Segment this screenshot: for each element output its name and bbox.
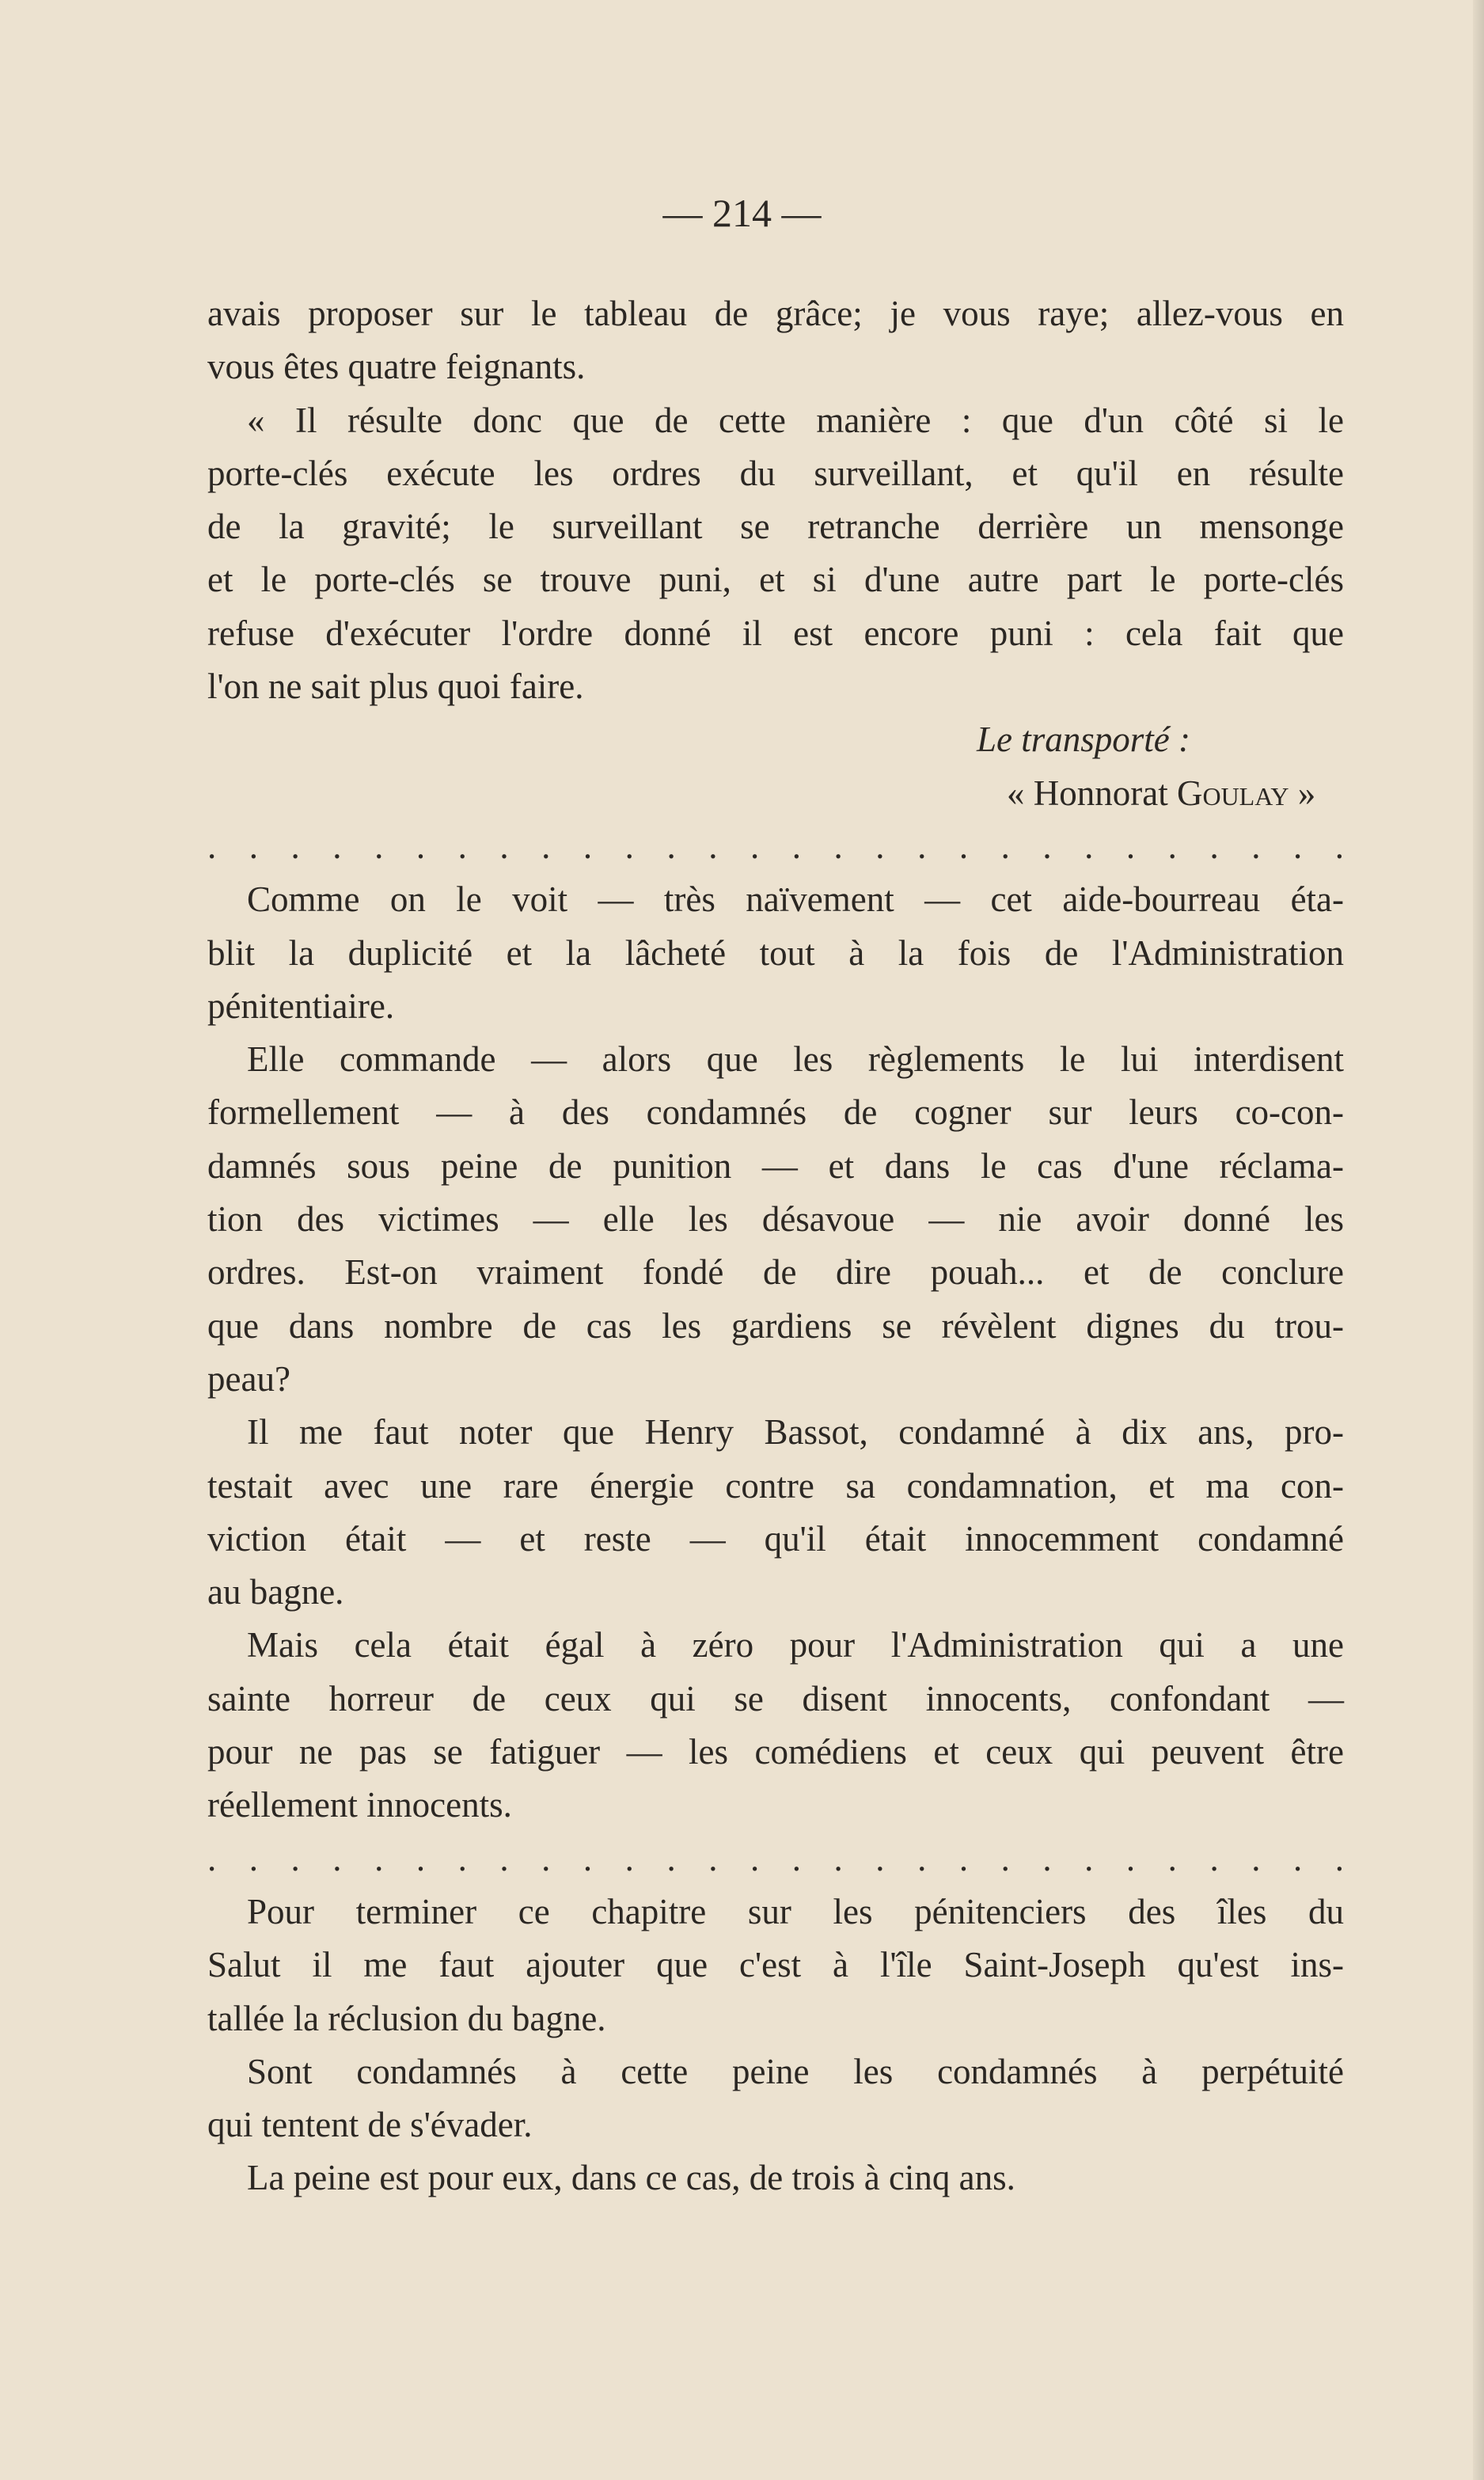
text-line: réellement innocents. xyxy=(207,1785,512,1825)
text-line: sainte horreur de ceux qui se disent innocents, confondant — xyxy=(207,1678,1344,1719)
text-line: peau? xyxy=(207,1358,290,1399)
body-text xyxy=(207,287,1344,2205)
signature-name xyxy=(207,767,1344,820)
page-number: — 214 — xyxy=(662,191,822,235)
text-line: Sont condamnés à cette peine les condamnés à perpétuité xyxy=(247,2051,1344,2091)
text-line: La peine est pour eux, dans ce cas, de trois à cinq ans. xyxy=(247,2158,1015,2198)
text-line: vous êtes quatre feignants. xyxy=(207,347,586,387)
text-line: Salut il me faut ajouter que c'est à l'île Saint-Joseph qu'est ins- xyxy=(207,1945,1344,1985)
text-line: que dans nombre de cas les gardiens se révèlent dignes du trou- xyxy=(207,1305,1344,1346)
text-line: damnés sous peine de punition — et dans le cas d'une réclama- xyxy=(207,1145,1344,1186)
separator-dots: . . . . . . . . . . . . . . . . . . . . . . . . . . . . xyxy=(207,1838,1344,1878)
text-line: « Il résulte donc que de cette manière : que d'un côté si le xyxy=(247,400,1344,440)
page-edge xyxy=(1473,0,1484,2480)
text-line: viction était — et reste — qu'il était innocemment condamné xyxy=(207,1518,1344,1559)
text-line: Pour terminer ce chapitre sur les pénitenciers des îles du xyxy=(247,1891,1344,1931)
text-line: qui tentent de s'évader. xyxy=(207,2105,533,2145)
text-line: et le porte-clés se trouve puni, et si d'une autre part le porte-clés xyxy=(207,560,1344,600)
signature-close: » xyxy=(1297,773,1316,813)
text-line: tion des victimes — elle les désavoue — nie avoir donné les xyxy=(207,1199,1344,1240)
signature-surname: Goulay xyxy=(1176,773,1289,813)
text-line: Mais cela était égal à zéro pour l'Administration qui a une xyxy=(247,1625,1344,1665)
signature-title: Le transporté : xyxy=(977,720,1190,760)
text-line: formellement — à des condamnés de cogner sur leurs co-con- xyxy=(207,1092,1344,1133)
text-line: au bagne. xyxy=(207,1572,344,1612)
text-line: pénitentiaire. xyxy=(207,986,395,1026)
text-line: de la gravité; le surveillant se retranche derrière un mensonge xyxy=(207,507,1344,547)
text-line: Il me faut noter que Henry Bassot, condamné à dix ans, pro- xyxy=(247,1412,1344,1453)
text-line: pour ne pas se fatiguer — les comédiens et ceux qui peuvent être xyxy=(207,1732,1344,1772)
text-line: ordres. Est-on vraiment fondé de dire pouah... et de conclure xyxy=(207,1252,1344,1293)
text-line: tallée la réclusion du bagne. xyxy=(207,1998,606,2038)
separator-dots: . . . . . . . . . . . . . . . . . . . . . . . . . . . . xyxy=(207,826,1344,866)
text-line: l'on ne sait plus quoi faire. xyxy=(207,667,584,707)
text-line: avais proposer sur le tableau de grâce; je vous raye; allez-vous en xyxy=(207,294,1344,333)
text-line: porte-clés exécute les ordres du surveillant, et qu'il en résulte xyxy=(207,453,1344,493)
text-line: blit la duplicité et la lâcheté tout à la fois de l'Administration xyxy=(207,932,1344,973)
text-line: Elle commande — alors que les règlements le lui interdisent xyxy=(247,1039,1344,1080)
signature-open: « Honnorat xyxy=(1007,773,1168,813)
text-line: Comme on le voit — très naïvement — cet aide-bourreau éta- xyxy=(247,879,1344,920)
text-line: refuse d'exécuter l'ordre donné il est encore puni : cela fait que xyxy=(207,613,1344,653)
text-line: testait avec une rare énergie contre sa condamnation, et ma con- xyxy=(207,1465,1344,1506)
